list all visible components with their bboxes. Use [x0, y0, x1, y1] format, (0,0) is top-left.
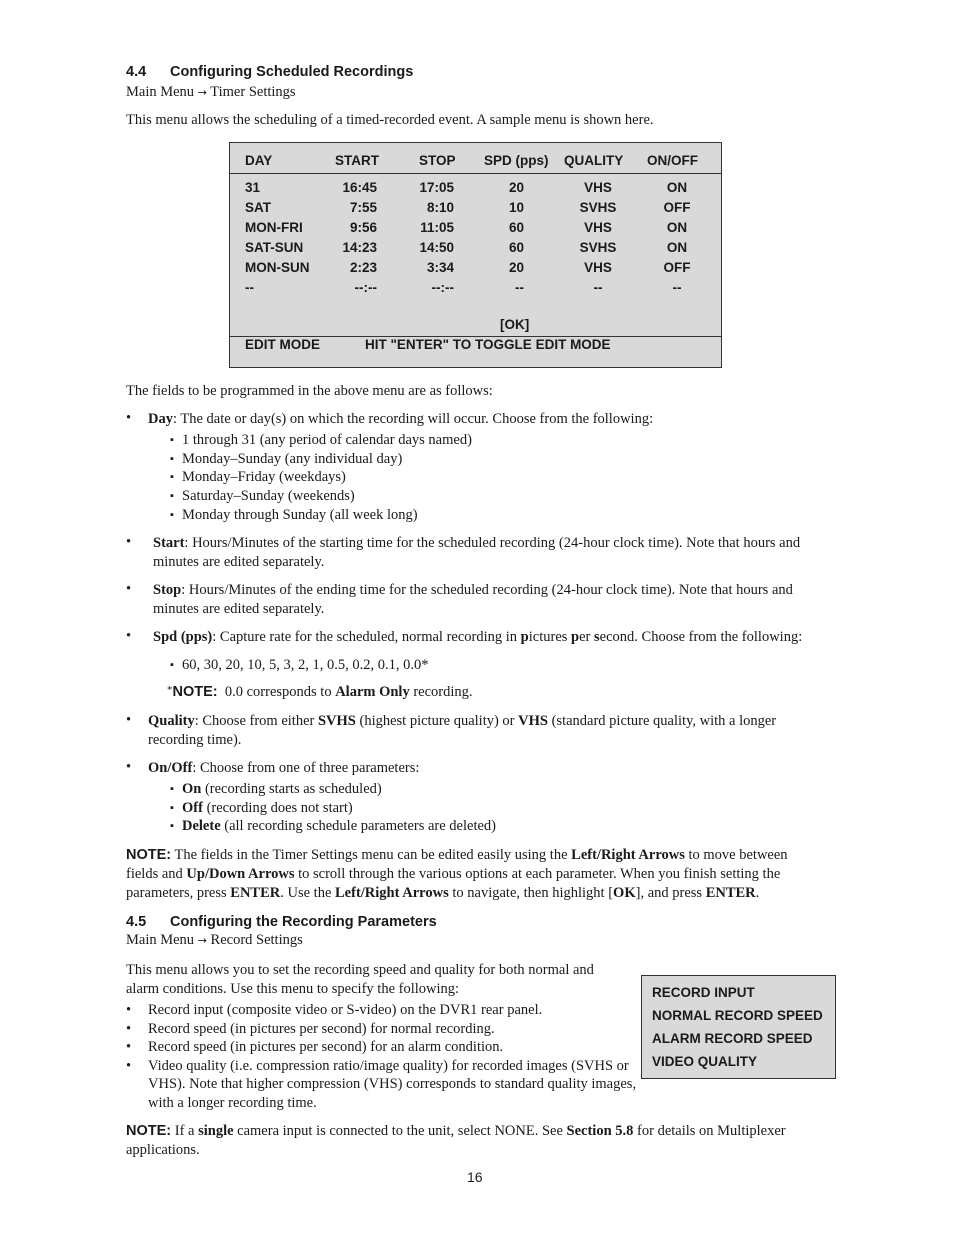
note-timer: [126, 846, 788, 903]
note-text: . See: [534, 1123, 567, 1139]
cell-start[interactable]: 9:56: [349, 220, 377, 235]
stop-description-2: minutes are edited separately.: [153, 601, 325, 617]
cell-day[interactable]: SAT: [245, 200, 271, 215]
record-bullet: [126, 1057, 636, 1113]
note-text: .: [755, 885, 760, 901]
path-main-menu: Main Menu: [126, 932, 195, 948]
bullet-text: Record input (composite video or S-video) on the DVR1 rear panel.: [148, 1002, 543, 1018]
record-bullets: [126, 1001, 636, 1112]
cell-onoff[interactable]: ON: [666, 240, 688, 255]
cell-day[interactable]: SAT-SUN: [245, 240, 304, 255]
bullet-text: Record speed (in pictures per second) for an alarm condition.: [148, 1039, 504, 1055]
note-text: . Use the: [280, 885, 336, 901]
cell-stop[interactable]: --:--: [431, 280, 454, 295]
note-bold: Section 5.8: [566, 1123, 634, 1139]
spd-text: econd. Choose from the following:: [599, 629, 803, 645]
header-quality: QUALITY: [564, 153, 624, 168]
bullet-text: Record speed (in pictures per second) for normal recording.: [148, 1020, 495, 1037]
bullet-icon: •: [126, 759, 132, 775]
header-start: START: [335, 153, 379, 168]
record-intro-1: This menu allows you to set the recording speed and quality for both normal and: [126, 962, 594, 978]
note-text: 0.0 corresponds to: [217, 684, 336, 700]
bullet-text: VHS). Note that higher compression (VHS) corresponds to standard quality images,: [148, 1076, 637, 1092]
menu-item-video-quality[interactable]: VIDEO QUALITY: [652, 1054, 758, 1069]
section-4-5-heading: [126, 914, 437, 930]
quality-text: (standard picture quality, with a longer: [547, 713, 777, 729]
arrow-right-icon: →: [197, 86, 207, 99]
spd-text: er: [579, 629, 594, 645]
record-intro: [126, 961, 594, 998]
note-text: The fields in the Timer Settings menu can be edited easily using the: [171, 847, 572, 863]
bullet-icon: •: [126, 1039, 132, 1055]
note-text: camera input is connected to the unit, select: [233, 1123, 495, 1139]
cell-onoff[interactable]: ON: [666, 220, 688, 235]
quality-text: : Choose from either: [194, 713, 318, 729]
day-option: ▪ Monday through Sunday (all week long): [170, 506, 472, 525]
path-record-settings: Record Settings: [210, 932, 303, 948]
option-text: (recording starts as scheduled): [201, 781, 382, 797]
option-term: Off: [182, 799, 203, 816]
term-spd: Spd (pps): [153, 629, 213, 645]
term-stop: Stop: [153, 582, 182, 598]
menu-item-alarm-record-speed[interactable]: ALARM RECORD SPEED: [652, 1031, 813, 1046]
bullet-icon: •: [126, 534, 132, 550]
cell-day[interactable]: MON-FRI: [245, 220, 303, 235]
spd-text: ictures: [528, 629, 572, 645]
option-text: (recording does not start): [202, 799, 353, 816]
spd-p: p: [520, 629, 529, 645]
spd-text: : Capture rate for the scheduled, normal recording in: [212, 629, 521, 645]
option-text: (all recording schedule parameters are deleted): [220, 818, 496, 835]
onoff-option: [170, 799, 496, 818]
cell-stop[interactable]: 17:05: [419, 180, 454, 195]
note-text: ], and press: [635, 885, 706, 901]
note-bold: single: [198, 1123, 234, 1139]
note-bold: OK: [613, 885, 636, 901]
bullet-icon: •: [126, 1002, 132, 1018]
note-bold: ENTER: [705, 885, 756, 901]
cell-spd[interactable]: --: [515, 280, 524, 295]
day-option: ▪ 1 through 31 (any period of calendar days named): [170, 431, 472, 450]
spd-p: p: [571, 629, 580, 645]
section-4-4-heading: [126, 64, 413, 80]
day-option: ▪ Saturday–Sunday (weekends): [170, 487, 472, 506]
note-text: NONE: [494, 1123, 535, 1139]
note-text: for details on Multiplexer: [633, 1123, 786, 1139]
cell-start[interactable]: 16:45: [342, 180, 377, 195]
option-term: Delete: [182, 818, 221, 835]
menu-path-record: [126, 932, 303, 949]
cell-stop[interactable]: 14:50: [419, 240, 454, 255]
section-number: 4.4: [126, 64, 147, 80]
path-main-menu: Main Menu: [126, 84, 195, 100]
start-description-2: minutes are edited separately.: [153, 554, 325, 570]
cell-quality[interactable]: VHS: [584, 260, 612, 275]
header-day: DAY: [245, 153, 273, 168]
bullet-text: Video quality (i.e. compression ratio/image quality) for recorded images (SVHS or: [148, 1057, 629, 1074]
cell-start[interactable]: --:--: [354, 280, 377, 295]
header-spd: SPD (pps): [484, 153, 549, 168]
note-label: NOTE:: [126, 1123, 172, 1139]
note-bold: Alarm Only: [335, 684, 410, 700]
section-number: 4.5: [126, 914, 147, 930]
note-text: to scroll through the various options at each parameter. When you finish setting the: [294, 866, 781, 882]
spd-note: [167, 684, 473, 701]
spd-options: [170, 656, 429, 675]
quality-svhs: SVHS: [317, 713, 356, 729]
note-text: to move between: [684, 847, 788, 863]
cell-quality[interactable]: VHS: [584, 220, 612, 235]
term-quality: Quality: [148, 713, 195, 729]
note-text-2: applications.: [126, 1142, 200, 1158]
bullet-text: with a longer recording time.: [148, 1094, 317, 1111]
ok-button[interactable]: [OK]: [500, 317, 530, 332]
spd-s: s: [594, 629, 600, 645]
term-onoff: On/Off: [148, 760, 193, 776]
note-bold: ENTER: [230, 885, 281, 901]
section-title: Configuring Scheduled Recordings: [170, 64, 414, 80]
asterisk: *: [167, 684, 173, 696]
arrow-right-icon: →: [197, 934, 207, 947]
spd-option: ▪ 60, 30, 20, 10, 5, 3, 2, 1, 0.5, 0.2, 0.1, 0.0*: [170, 656, 429, 675]
note-label: NOTE:: [172, 684, 218, 700]
onoff-option: [170, 780, 496, 799]
day-option: ▪ Monday–Sunday (any individual day): [170, 450, 472, 469]
cell-onoff[interactable]: --: [672, 280, 682, 295]
cell-spd[interactable]: 20: [508, 260, 524, 275]
option-term: On: [182, 781, 202, 797]
note-text: If a: [171, 1123, 199, 1139]
bullet-icon: •: [126, 628, 132, 644]
note-text: parameters, press: [126, 885, 231, 901]
cell-onoff[interactable]: ON: [666, 180, 688, 195]
cell-stop[interactable]: 11:05: [420, 220, 454, 235]
bullet-icon: •: [126, 1057, 132, 1074]
cell-spd[interactable]: 10: [508, 200, 524, 215]
timer-intro: This menu allows the scheduling of a timed-recorded event. A sample menu is shown here.: [126, 112, 654, 128]
cell-stop[interactable]: 3:34: [426, 260, 454, 275]
cell-onoff[interactable]: OFF: [663, 200, 691, 215]
day-description: : The date or day(s) on which the recording will occur. Choose from the following:: [172, 411, 654, 427]
quality-vhs: VHS: [518, 713, 548, 729]
cell-day[interactable]: MON-SUN: [245, 260, 310, 275]
note-multiplexer: [126, 1122, 786, 1160]
path-timer-settings: Timer Settings: [210, 84, 296, 100]
quality-text-2: recording time).: [148, 732, 242, 748]
onoff-option: [170, 817, 496, 836]
day-options: [170, 431, 472, 525]
cell-start[interactable]: 2:23: [349, 260, 377, 275]
note-bold: Left/Right Arrows: [571, 847, 685, 863]
bullet-icon: •: [126, 1020, 132, 1037]
record-intro-2: alarm conditions. Use this menu to specify the following:: [126, 980, 460, 997]
bullet-icon: •: [126, 581, 132, 597]
note-text: fields and: [126, 866, 187, 882]
edit-mode-label: EDIT MODE: [245, 337, 321, 352]
cell-spd[interactable]: 60: [508, 240, 524, 255]
day-option: ▪ Monday–Friday (weekdays): [170, 468, 472, 487]
note-text: to navigate, then highlight [: [448, 885, 614, 901]
menu-item-normal-record-speed[interactable]: NORMAL RECORD SPEED: [652, 1008, 823, 1023]
fields-intro: The fields to be programmed in the above menu are as follows:: [126, 383, 493, 399]
term-start: Start: [153, 535, 185, 551]
cell-quality[interactable]: VHS: [584, 180, 612, 195]
page-number: 16: [467, 1169, 483, 1185]
onoff-options: [170, 780, 496, 836]
stop-description: : Hours/Minutes of the ending time for the scheduled recording (24-hour clock time). Note that hours and: [181, 582, 793, 598]
cell-onoff[interactable]: OFF: [663, 260, 691, 275]
cell-quality[interactable]: SVHS: [579, 240, 617, 255]
note-bold: Up/Down Arrows: [186, 866, 295, 882]
record-settings-menu: [641, 975, 836, 1079]
section-title: Configuring the Recording Parameters: [170, 914, 437, 930]
header-divider: [230, 173, 721, 174]
header-onoff: ON/OFF: [647, 153, 698, 168]
cell-spd[interactable]: 20: [508, 180, 524, 195]
cell-start[interactable]: 14:23: [342, 240, 377, 255]
bullet-icon: •: [126, 410, 132, 426]
cell-quality[interactable]: --: [593, 280, 603, 295]
onoff-text: : Choose from one of three parameters:: [192, 760, 420, 776]
cell-stop[interactable]: 8:10: [426, 200, 454, 215]
cell-start[interactable]: 7:55: [349, 200, 377, 215]
bullet-icon: •: [126, 712, 132, 728]
cell-day[interactable]: --: [245, 280, 254, 295]
start-description: : Hours/Minutes of the starting time for the scheduled recording (24-hour clock time). Note that hours and: [184, 535, 801, 551]
record-bullet: [126, 1038, 636, 1057]
record-bullet: [126, 1001, 636, 1020]
header-stop: STOP: [419, 153, 456, 168]
menu-path-timer: [126, 84, 296, 101]
cell-day[interactable]: 31: [245, 180, 261, 195]
quality-text: (highest picture quality) or: [355, 713, 519, 729]
cell-quality[interactable]: SVHS: [579, 200, 617, 215]
note-bold: Left/Right Arrows: [335, 885, 449, 901]
cell-spd[interactable]: 60: [508, 220, 524, 235]
menu-item-record-input[interactable]: RECORD INPUT: [652, 985, 755, 1000]
note-text: recording.: [409, 684, 473, 700]
term-day: Day: [148, 411, 173, 427]
note-label: NOTE:: [126, 847, 172, 863]
timer-settings-menu: [229, 142, 722, 368]
record-bullet: [126, 1020, 636, 1039]
edit-mode-hint: HIT "ENTER" TO TOGGLE EDIT MODE: [365, 337, 611, 352]
